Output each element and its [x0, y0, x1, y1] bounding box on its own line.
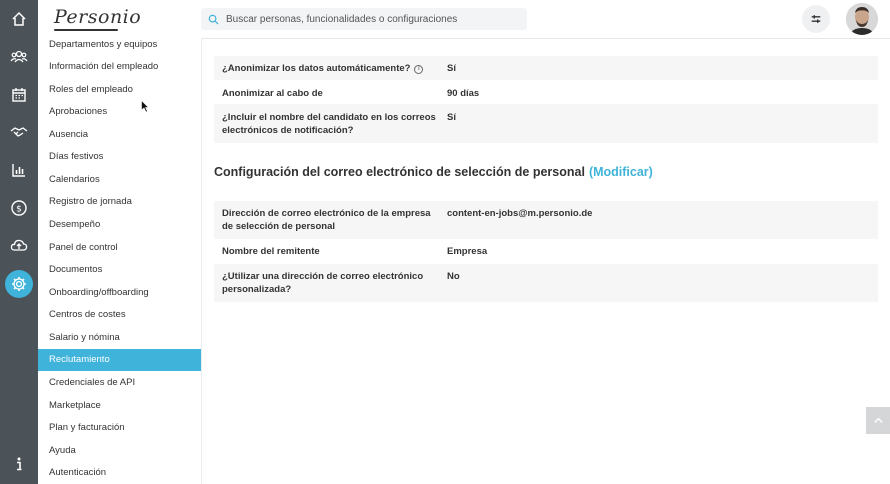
filter-button[interactable] — [802, 5, 830, 33]
sliders-icon — [810, 13, 822, 25]
search-placeholder: Buscar personas, funcionalidades o configuraciones — [226, 13, 458, 25]
people-icon[interactable] — [5, 43, 33, 71]
avatar[interactable] — [846, 3, 878, 35]
search-icon — [208, 14, 219, 25]
search-input[interactable] — [201, 8, 527, 30]
row-value: Sí — [447, 112, 456, 123]
settings-row — [214, 56, 878, 80]
row-label: ¿Anonimizar los datos automáticamente? — [222, 63, 411, 74]
row-value: No — [447, 271, 460, 282]
settings-row — [214, 104, 878, 143]
sidebar-item-centros-costes[interactable]: Centros de costes — [49, 309, 126, 320]
mouse-cursor-icon — [141, 100, 149, 113]
home-icon[interactable] — [5, 5, 33, 33]
row-value: Sí — [447, 63, 456, 74]
sidebar-item-ayuda[interactable]: Ayuda — [49, 445, 76, 456]
settings-row — [214, 80, 878, 104]
row-value: content-en-jobs@m.personio.de — [447, 208, 593, 219]
sidebar-item-ausencia[interactable]: Ausencia — [49, 129, 89, 140]
sidebar-item-autenticacion[interactable]: Autenticación — [49, 467, 107, 478]
sidebar-item-aprobaciones[interactable]: Aprobaciones — [49, 106, 108, 117]
sidebar-item-roles[interactable]: Roles del empleado — [49, 84, 133, 95]
settings-row — [214, 201, 878, 239]
settings-row — [214, 239, 878, 264]
row-label: Dirección de correo electrónico de la empresa de selección de personal — [222, 208, 431, 232]
sidebar-item-desempeno[interactable]: Desempeño — [49, 219, 101, 230]
sidebar-item-departamentos[interactable]: Departamentos y equipos — [49, 39, 158, 50]
logo-underline — [54, 29, 118, 31]
main-content — [202, 39, 890, 484]
calendar-icon[interactable] — [5, 81, 33, 109]
settings-sidebar — [38, 38, 202, 484]
row-label: Anonimizar al cabo de — [222, 88, 323, 99]
cloud-upload-icon[interactable] — [5, 231, 33, 259]
section-title — [214, 165, 653, 179]
sidebar-item-onboarding[interactable]: Onboarding/offboarding — [49, 287, 149, 298]
dollar-icon[interactable] — [5, 194, 33, 222]
user-photo-icon — [846, 3, 878, 35]
row-label: ¿Incluir el nombre del candidato en los correos electrónicos de notificación? — [222, 112, 436, 136]
row-label: Nombre del remitente — [222, 246, 320, 257]
chevron-up-icon — [873, 415, 884, 426]
sidebar-item-credenciales-api[interactable]: Credenciales de API — [49, 377, 136, 388]
sidebar-item-salario[interactable]: Salario y nómina — [49, 332, 120, 343]
sidebar-item-registro-jornada[interactable]: Registro de jornada — [49, 196, 132, 207]
scroll-to-top-button[interactable] — [866, 407, 890, 434]
info-circle-icon[interactable]: i — [414, 65, 423, 74]
gear-icon[interactable] — [5, 270, 33, 298]
section-title-text: Configuración del correo electrónico de selección de personal — [214, 165, 585, 179]
sidebar-item-reclutamiento[interactable]: Reclutamiento — [38, 349, 201, 371]
chart-icon[interactable] — [5, 156, 33, 184]
sidebar-item-documentos[interactable]: Documentos — [49, 264, 103, 275]
row-value: Empresa — [447, 246, 488, 257]
row-value: 90 días — [447, 88, 480, 99]
info-icon[interactable] — [5, 450, 33, 478]
sidebar-item-dias-festivos[interactable]: Días festivos — [49, 151, 104, 162]
settings-row — [214, 264, 878, 302]
sidebar-item-informacion[interactable]: Información del empleado — [49, 61, 159, 72]
sidebar-item-panel-control[interactable]: Panel de control — [49, 242, 118, 253]
app-rail — [0, 0, 38, 484]
sidebar-item-marketplace[interactable]: Marketplace — [49, 400, 101, 411]
personio-logo[interactable]: Personio — [54, 6, 142, 28]
sidebar-item-plan-facturacion[interactable]: Plan y facturación — [49, 422, 125, 433]
row-label: ¿Utilizar una dirección de correo electrónico personalizada? — [222, 271, 424, 295]
svg-text:$: $ — [16, 204, 22, 215]
handshake-icon[interactable] — [5, 118, 33, 146]
sidebar-item-calendarios[interactable]: Calendarios — [49, 174, 100, 185]
modify-link[interactable]: (Modificar) — [588, 165, 653, 179]
